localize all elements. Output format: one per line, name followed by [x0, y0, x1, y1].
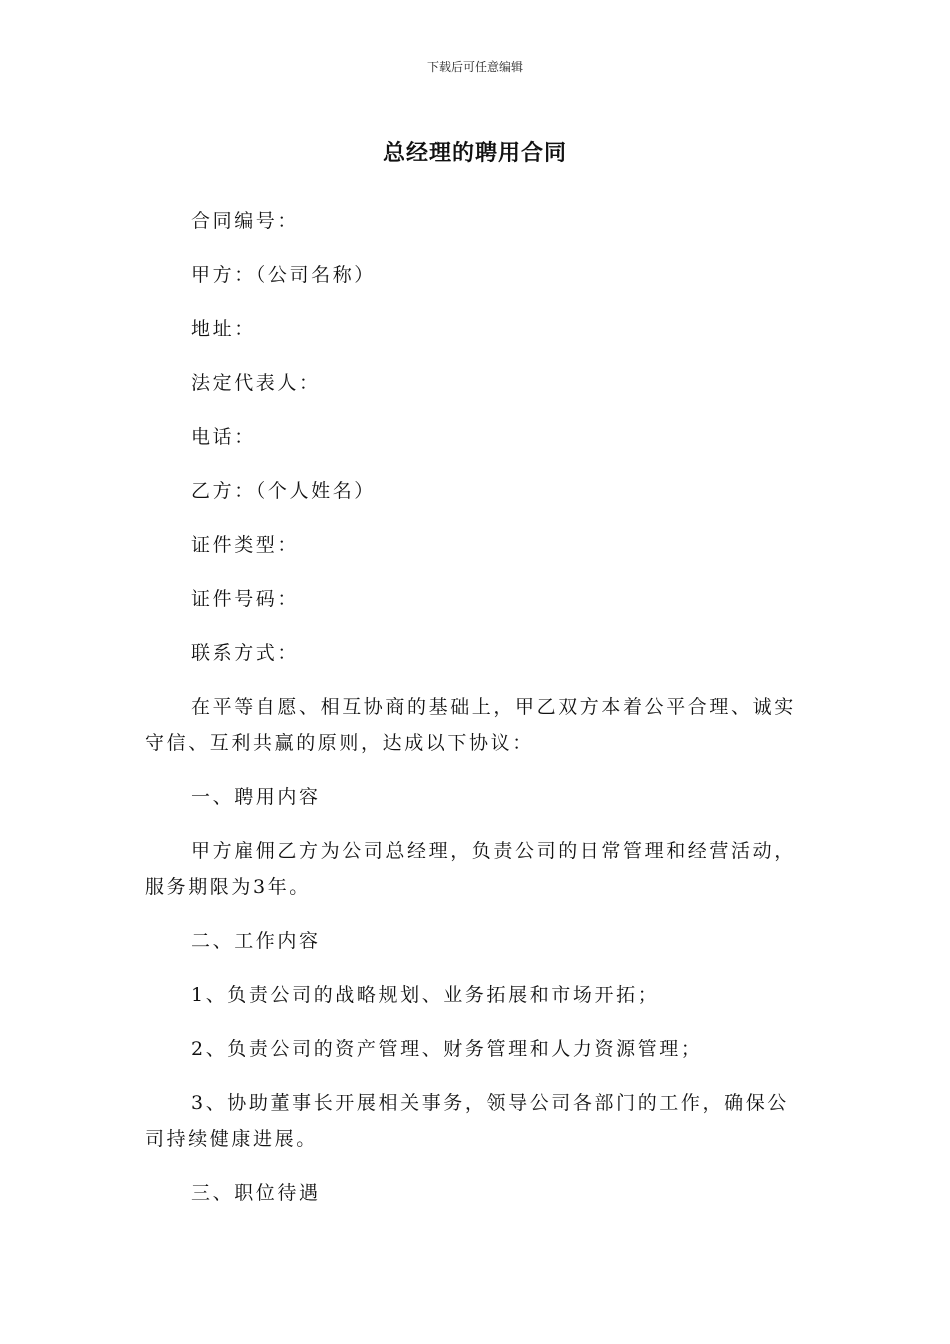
field-party-b: 乙方：（个人姓名）: [191, 480, 376, 502]
field-phone: 电话：: [191, 426, 256, 448]
field-id-type: 证件类型：: [191, 534, 300, 556]
field-contract-number: 合同编号：: [191, 210, 300, 232]
duty-item-1: 1、负责公司的战略规划、业务拓展和市场开拓；: [191, 984, 660, 1006]
field-party-a: 甲方：（公司名称）: [191, 264, 376, 286]
section-heading-employment: 一、聘用内容: [191, 786, 321, 808]
page-header-note: 下载后可任意编辑: [426, 60, 523, 74]
document-body: [145, 203, 805, 1229]
field-id-number: 证件号码：: [191, 588, 300, 610]
field-address: 地址：: [191, 318, 256, 340]
document-title: 总经理的聘用合同: [382, 141, 567, 166]
duty-item-3: 3、协助董事长开展相关事务，领导公司各部门的工作，确保公司持续健康进展。: [145, 1092, 789, 1150]
duty-item-2: 2、负责公司的资产管理、财务管理和人力资源管理；: [191, 1038, 703, 1060]
employment-paragraph: 甲方雇佣乙方为公司总经理，负责公司的日常管理和经营活动，服务期限为3年。: [145, 840, 796, 898]
field-contact: 联系方式：: [191, 642, 300, 664]
field-legal-representative: 法定代表人：: [191, 372, 321, 394]
preamble-paragraph: 在平等自愿、相互协商的基础上，甲乙双方本着公平合理、诚实守信、互利共赢的原则，达成以下协议：: [145, 696, 796, 754]
section-heading-benefits: 三、职位待遇: [191, 1182, 321, 1204]
section-heading-duties: 二、工作内容: [191, 930, 321, 952]
